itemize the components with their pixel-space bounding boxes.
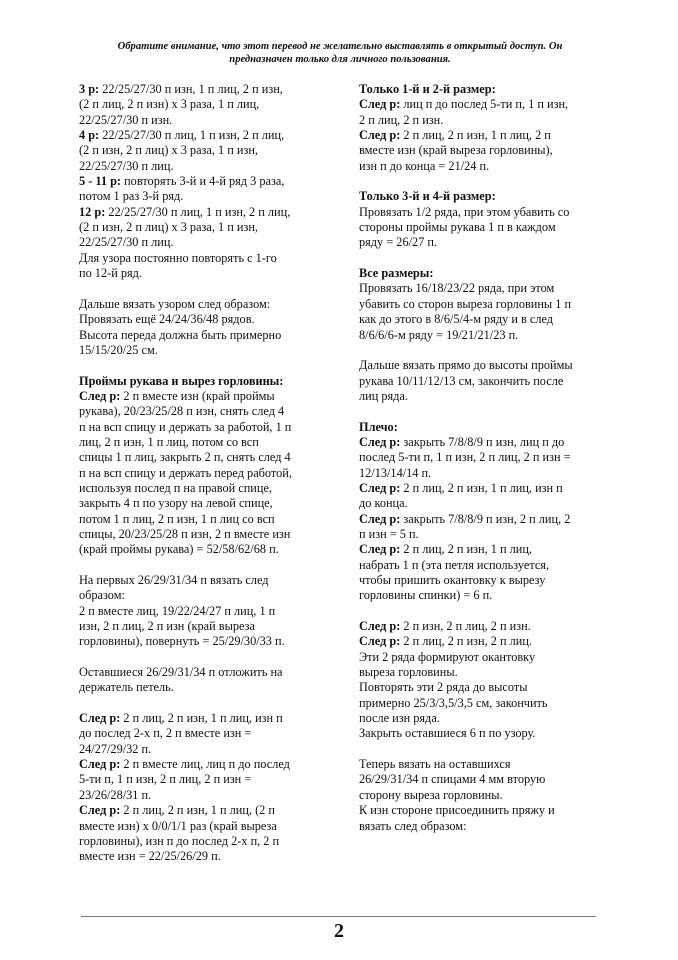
header-line: Обратите внимание, что этот перевод не желательно выставлять в открытый доступ. Он: [117, 41, 563, 52]
text-segment: 5-ти п, 1 п изн, 2 п лиц, 2 п изн =: [79, 772, 252, 787]
text-segment: рукава 10/11/12/13 см, закончить после: [359, 373, 564, 388]
text-segment: 2 п изн, 2 п лиц, 2 п изн.: [400, 619, 531, 634]
text-line: [79, 849, 334, 864]
text-line: [359, 389, 613, 404]
text-segment: послед 5-ти п, 1 п изн, 2 п лиц, 2 п изн =: [359, 450, 571, 465]
text-line: [359, 512, 613, 527]
paragraph: [359, 757, 613, 834]
text-line: [79, 82, 334, 97]
text-segment: вместе изн (край выреза горловины),: [359, 143, 553, 158]
text-segment: рукава), 20/23/25/28 п изн, снять след 4: [79, 404, 285, 419]
text-segment: образом:: [79, 588, 125, 603]
text-line: [359, 558, 613, 573]
text-segment: Дальше вязать узором след образом:: [79, 296, 271, 311]
text-line: [79, 113, 334, 128]
text-line: [79, 604, 334, 619]
text-segment: как до этого в 8/6/5/4-м ряду и в след: [359, 312, 554, 327]
bold-label: След р:: [359, 511, 401, 526]
text-line: [359, 803, 613, 818]
text-line: [79, 680, 334, 695]
text-line: [359, 696, 613, 711]
text-line: [79, 573, 334, 588]
text-segment: изн п до конца = 21/24 п.: [359, 158, 490, 173]
text-segment: 22/25/27/30 п изн, 1 п лиц, 2 п изн,: [99, 82, 283, 96]
text-line: [359, 205, 613, 220]
text-segment: 15/15/20/25 см.: [79, 342, 158, 357]
text-segment: горловины), повернуть = 25/29/30/33 п.: [79, 634, 285, 649]
paragraph: [79, 374, 334, 558]
text-segment: потом 1 п лиц, 2 п изн, 1 п лиц со всп: [79, 511, 275, 526]
page-number: 2: [334, 920, 344, 942]
text-line: [79, 374, 334, 389]
text-segment: п изн = 5 п.: [359, 526, 419, 541]
text-line: [359, 726, 613, 741]
text-line: [359, 772, 613, 787]
text-segment: Провязать 1/2 ряда, при этом убавить со: [359, 204, 570, 219]
text-segment: Дальше вязать прямо до высоты проймы: [359, 358, 573, 373]
text-segment: 22/25/27/30 п лиц, 1 п изн, 2 п лиц,: [105, 204, 291, 219]
paragraph: [359, 420, 613, 604]
text-line: [79, 205, 334, 220]
text-line: [359, 588, 613, 603]
bold-label: След р:: [79, 711, 121, 726]
text-segment: 22/25/27/30 п лиц, 1 п изн, 2 п лиц,: [99, 128, 285, 143]
text-line: [79, 588, 334, 603]
paragraph: [79, 573, 334, 650]
text-line: [359, 496, 613, 511]
text-line: [359, 128, 613, 143]
bold-label: Только 3-й и 4-й размер:: [359, 189, 496, 204]
bold-label: 5 - 11 р:: [79, 174, 122, 189]
bold-label: Плечо:: [359, 419, 398, 434]
text-segment: лиц, 2 п изн, 1 п лиц, потом со всп: [79, 434, 259, 449]
bold-label: Только 1-й и 2-й размер:: [359, 82, 496, 96]
text-segment: изн, 2 п лиц, 2 п изн (край выреза: [79, 619, 255, 634]
text-segment: закрыть 4 п по узору на левой спице,: [79, 496, 273, 511]
text-segment: повторять 3-й и 4-й ряд 3 раза,: [121, 174, 285, 189]
paragraph: [359, 266, 613, 343]
text-segment: горловины спинки) = 6 п.: [359, 588, 493, 603]
text-line: [359, 466, 613, 481]
text-segment: 2 п вместе лиц, 19/22/24/27 п лиц, 1 п: [79, 603, 276, 618]
bold-label: 12 р:: [79, 204, 106, 219]
text-line: [79, 97, 334, 112]
text-line: [79, 742, 334, 757]
text-segment: выреза горловины.: [359, 665, 458, 680]
text-segment: 22/25/27/30 п лиц.: [79, 235, 174, 250]
text-segment: (2 п лиц, 2 п изн) х 3 раза, 1 п лиц,: [79, 97, 260, 112]
text-line: [79, 481, 334, 496]
text-segment: 2 п лиц, 2 п изн, 1 п лиц, (2 п: [120, 803, 275, 818]
text-line: [359, 450, 613, 465]
text-segment: 2 п лиц, 2 п изн.: [359, 112, 444, 127]
text-segment: 2 п лиц, 2 п изн, 1 п лиц, 2 п: [400, 128, 551, 143]
text-segment: сторону выреза горловины.: [359, 787, 503, 802]
text-line: [359, 220, 613, 235]
text-line: [359, 435, 613, 450]
paragraph: [79, 82, 334, 281]
text-line: [359, 82, 613, 97]
text-line: [79, 435, 334, 450]
text-line: [359, 113, 613, 128]
text-line: [79, 496, 334, 511]
text-line: [359, 634, 613, 649]
text-segment: Для узора постоянно повторять с 1-го: [79, 250, 277, 265]
text-segment: Эти 2 ряда формируют окантовку: [359, 649, 536, 664]
text-line: [79, 772, 334, 787]
text-segment: чтобы пришить окантовку к вырезу: [359, 573, 546, 587]
text-segment: спицы 1 п лиц, закрыть 2 п, снять след 4: [79, 450, 291, 465]
text-segment: набрать 1 п (эта петля используется,: [359, 557, 550, 572]
bold-label: 4 р:: [79, 128, 100, 143]
text-line: [359, 374, 613, 389]
bold-label: След р:: [79, 388, 121, 403]
text-line: [79, 220, 334, 235]
text-segment: примерно 25/3/3,5/3,5 см, закончить: [359, 695, 548, 710]
text-line: [359, 542, 613, 557]
text-segment: вместе изн = 22/25/26/29 п.: [79, 849, 221, 864]
bold-label: След р:: [359, 619, 401, 634]
text-segment: 2 п лиц, 2 п изн, 1 п лиц,: [400, 542, 533, 557]
text-segment: п на всп спицу и держать перед работой,: [79, 465, 292, 480]
text-line: [359, 819, 613, 834]
text-line: [359, 266, 613, 281]
text-line: [79, 143, 334, 158]
paragraph: [359, 358, 613, 404]
text-line: [79, 819, 334, 834]
bold-label: 3 р:: [79, 82, 100, 96]
bold-label: След р:: [359, 542, 401, 557]
text-segment: до конца.: [359, 496, 408, 511]
text-segment: (2 п изн, 2 п лиц) х 3 раза, 1 п изн,: [79, 220, 258, 235]
text-segment: 2 п лиц, 2 п изн, 1 п лиц, изн п: [120, 711, 283, 726]
text-line: [359, 665, 613, 680]
text-line: [79, 389, 334, 404]
text-line: [359, 281, 613, 296]
text-line: [79, 634, 334, 649]
text-line: [359, 420, 613, 435]
text-segment: стороны проймы рукава 1 п в каждом: [359, 220, 556, 235]
paragraph: [359, 189, 613, 250]
text-line: [359, 619, 613, 634]
text-line: [359, 328, 613, 343]
text-segment: Оставшиеся 26/29/31/34 п отложить на: [79, 665, 283, 680]
text-line: [79, 189, 334, 204]
text-line: [79, 159, 334, 174]
footer-divider: [81, 916, 596, 917]
text-line: [79, 420, 334, 435]
text-line: [79, 328, 334, 343]
text-line: [79, 665, 334, 680]
text-segment: п на всп спицу и держать за работой, 1 п: [79, 419, 292, 434]
text-segment: 8/6/6/6-м ряду = 19/21/21/23 п.: [359, 327, 519, 342]
text-line: [359, 235, 613, 250]
text-line: [359, 650, 613, 665]
bold-label: Проймы рукава и вырез горловины:: [79, 373, 284, 388]
header-notice: [70, 40, 610, 66]
text-segment: вязать след образом:: [359, 818, 467, 833]
text-line: [359, 189, 613, 204]
text-segment: 22/25/27/30 п изн.: [79, 112, 173, 127]
bold-label: Все размеры:: [359, 266, 434, 281]
text-segment: 23/26/28/31 п.: [79, 787, 152, 802]
text-line: [79, 757, 334, 772]
text-segment: используя послед п на правой спице,: [79, 480, 272, 495]
left-column: [79, 82, 334, 880]
text-line: [359, 788, 613, 803]
paragraph: [359, 82, 613, 174]
text-segment: 22/25/27/30 п лиц.: [79, 158, 174, 173]
bold-label: След р:: [79, 757, 121, 772]
bold-label: След р:: [79, 803, 121, 818]
text-segment: закрыть 7/8/8/9 п изн, лиц п до: [400, 434, 565, 449]
text-segment: 2 п лиц, 2 п изн, 1 п лиц, изн п: [400, 480, 563, 495]
text-line: [79, 788, 334, 803]
text-line: [79, 711, 334, 726]
text-line: [79, 542, 334, 557]
text-line: [79, 128, 334, 143]
text-line: [79, 266, 334, 281]
text-line: [79, 450, 334, 465]
text-line: [79, 174, 334, 189]
bold-label: След р:: [359, 634, 401, 649]
paragraph: [79, 711, 334, 864]
text-line: [359, 159, 613, 174]
text-segment: 26/29/31/34 п спицами 4 мм вторую: [359, 772, 546, 787]
bold-label: След р:: [359, 128, 401, 143]
text-line: [359, 143, 613, 158]
text-line: [359, 297, 613, 312]
bold-label: След р:: [359, 434, 401, 449]
text-segment: (край проймы рукава) = 52/58/62/68 п.: [79, 542, 279, 557]
text-line: [359, 711, 613, 726]
text-segment: Высота переда должна быть примерно: [79, 327, 282, 342]
text-segment: убавить со сторон выреза горловины 1 п: [359, 296, 572, 311]
text-line: [79, 803, 334, 818]
text-line: [79, 312, 334, 327]
text-line: [79, 343, 334, 358]
text-line: [359, 527, 613, 542]
paragraph: [359, 619, 613, 742]
paragraph: [79, 665, 334, 696]
paragraph: [79, 297, 334, 358]
text-segment: 2 п вместе лиц, лиц п до послед: [120, 757, 290, 772]
text-segment: Провязать 16/18/23/22 ряда, при этом: [359, 281, 555, 296]
text-segment: 2 п вместе изн (край проймы: [120, 388, 275, 403]
text-segment: потом 1 раз 3-й ряд.: [79, 189, 184, 204]
text-segment: 2 п лиц, 2 п изн, 2 п лиц.: [400, 634, 533, 649]
text-line: [79, 466, 334, 481]
text-segment: На первых 26/29/31/34 п вязать след: [79, 573, 269, 587]
bold-label: След р:: [359, 97, 401, 112]
bold-label: След р:: [359, 480, 401, 495]
text-line: [79, 404, 334, 419]
text-segment: закрыть 7/8/8/9 п изн, 2 п лиц, 2: [400, 511, 571, 526]
text-segment: после изн ряда.: [359, 711, 440, 726]
text-line: [79, 527, 334, 542]
text-segment: до послед 2-х п, 2 п вместе изн =: [79, 726, 252, 741]
text-line: [79, 726, 334, 741]
text-segment: ряду = 26/27 п.: [359, 235, 438, 250]
text-segment: по 12-й ряд.: [79, 266, 142, 281]
text-segment: лиц п до послед 5-ти п, 1 п изн,: [400, 97, 569, 112]
text-segment: спицы, 20/23/25/28 п изн, 2 п вместе изн: [79, 526, 291, 541]
header-line: предназначен только для личного пользования.: [229, 54, 451, 65]
text-segment: вместе изн) х 0/0/1/1 раз (край выреза: [79, 818, 277, 833]
text-line: [359, 312, 613, 327]
text-segment: Провязать ещё 24/24/36/48 рядов.: [79, 312, 255, 327]
text-line: [79, 297, 334, 312]
text-segment: Повторять эти 2 ряда до высоты: [359, 680, 528, 695]
text-segment: лиц ряда.: [359, 388, 408, 403]
text-line: [79, 834, 334, 849]
text-line: [79, 251, 334, 266]
text-line: [359, 358, 613, 373]
text-line: [79, 512, 334, 527]
text-line: [359, 573, 613, 588]
text-line: [79, 619, 334, 634]
text-segment: держатель петель.: [79, 680, 174, 695]
text-line: [359, 97, 613, 112]
text-line: [359, 481, 613, 496]
text-segment: горловины), изн п до послед 2-х п, 2 п: [79, 833, 280, 848]
text-line: [359, 680, 613, 695]
text-segment: К изн стороне присоединить пряжу и: [359, 803, 555, 818]
text-segment: Закрыть оставшиеся 6 п по узору.: [359, 726, 536, 741]
right-column: [359, 82, 613, 849]
text-line: [79, 235, 334, 250]
text-segment: Теперь вязать на оставшихся: [359, 757, 511, 772]
text-segment: 12/13/14/14 п.: [359, 465, 432, 480]
text-segment: (2 п изн, 2 п лиц) х 3 раза, 1 п изн,: [79, 143, 258, 158]
text-line: [359, 757, 613, 772]
text-segment: 24/27/29/32 п.: [79, 741, 152, 756]
